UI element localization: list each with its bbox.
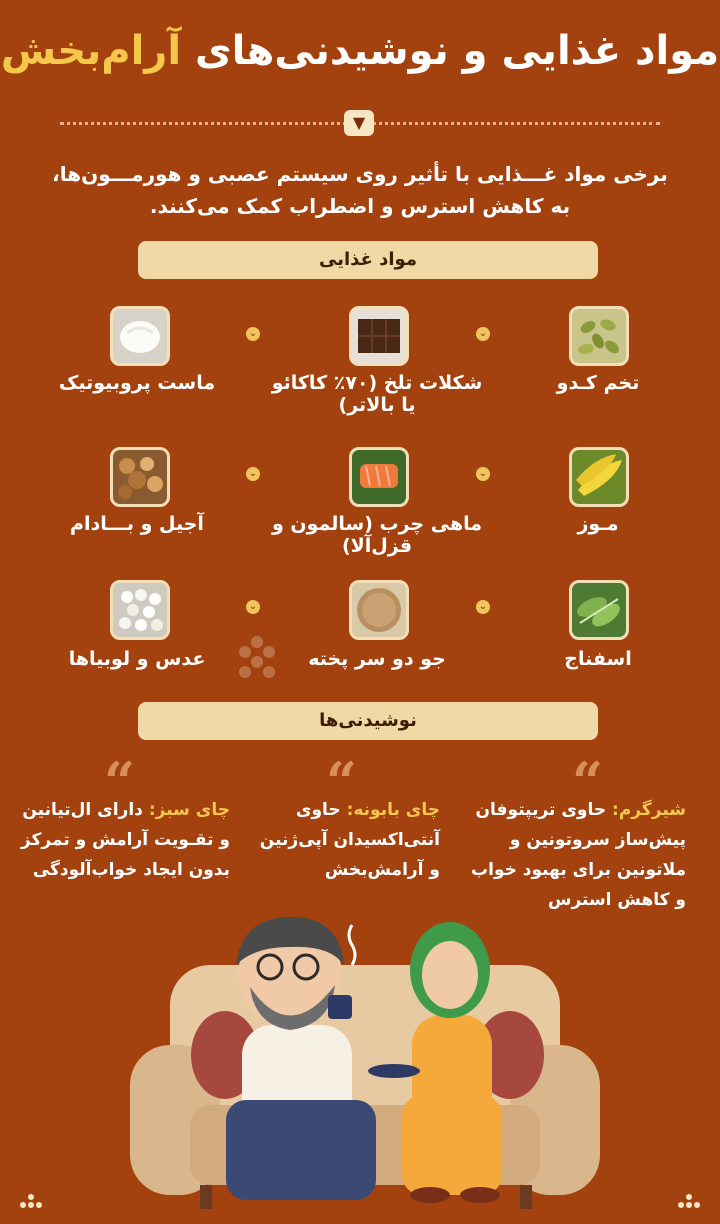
drink-name: چای سبز: [148,800,230,820]
drink-description: حاوی آنتی‌اکسیدان آپی‌ژنین و آرامش‌بخش [259,800,440,880]
foods-section-header: مواد غذایی [138,241,598,279]
drink-description: دارای ال‌تیانین و تقـویت آرامش و تمرکز بدون ایجاد خواب‌آلودگی [20,800,230,880]
chevron-down-icon: ⌄ [246,327,260,341]
quote-icon: “ [572,750,604,814]
drink-green-tea [20,795,230,885]
pumpkin-seeds-icon [569,306,629,366]
food-label: جو دو سر پخته [308,648,446,670]
spinach-icon [569,580,629,640]
chevron-down-icon: ⌄ [476,327,490,341]
food-label: ماهی چرب (سالمون و قزل‌آلا) [271,513,483,557]
page-title [0,28,720,74]
quote-icon: “ [326,750,358,814]
beans-icon [110,580,170,640]
intro-text: برخی مواد غـــذایی با تأثیر روی سیستم عصبی و هورمـــون‌ها، به کاهش استرس و اضطراب کمک می‌کنند. [52,162,668,218]
title-highlight: آرام‌بخش [0,28,182,74]
chevron-down-icon: ⌄ [476,600,490,614]
dark-chocolate-icon [349,306,409,366]
oats-icon [349,580,409,640]
food-label: عدس و لوبیاها [68,648,206,670]
chevron-down-icon: ⌄ [246,467,260,481]
drinks-section-header: نوشیدنی‌ها [138,702,598,740]
arrow-down-icon: ▼ [344,110,374,136]
nuts-icon [110,447,170,507]
logo-watermark [228,632,286,696]
banana-icon [569,447,629,507]
drink-description: حاوی تریپتوفان پیش‌ساز سروتونین و ملاتونین برای بهبود خواب و کاهش استرس [471,800,686,910]
food-label: اسفناج [564,648,632,670]
dots-decoration-icon [18,1184,44,1210]
yogurt-icon [110,306,170,366]
food-label: ماست پروبیوتیک [58,372,216,394]
chevron-down-icon: ⌄ [246,600,260,614]
title-main: مواد غذایی و نوشیدنی‌های [181,28,720,74]
food-label: آجیل و بـــادام [70,513,204,535]
couple-on-sofa-illustration [130,895,600,1215]
quote-icon: “ [104,750,136,814]
food-label: تخم کـدو [556,372,640,394]
drink-chamomile [244,795,440,885]
food-label: شکلات تلخ (۷۰٪ کاکائو یا بالاتر) [271,372,483,416]
drink-name: شیرگرم: [612,800,686,820]
dots-decoration-icon [676,1184,702,1210]
food-label: مـوز [577,513,619,535]
salmon-icon [349,447,409,507]
chevron-down-icon: ⌄ [476,467,490,481]
drink-name: چای بابونه: [346,800,440,820]
